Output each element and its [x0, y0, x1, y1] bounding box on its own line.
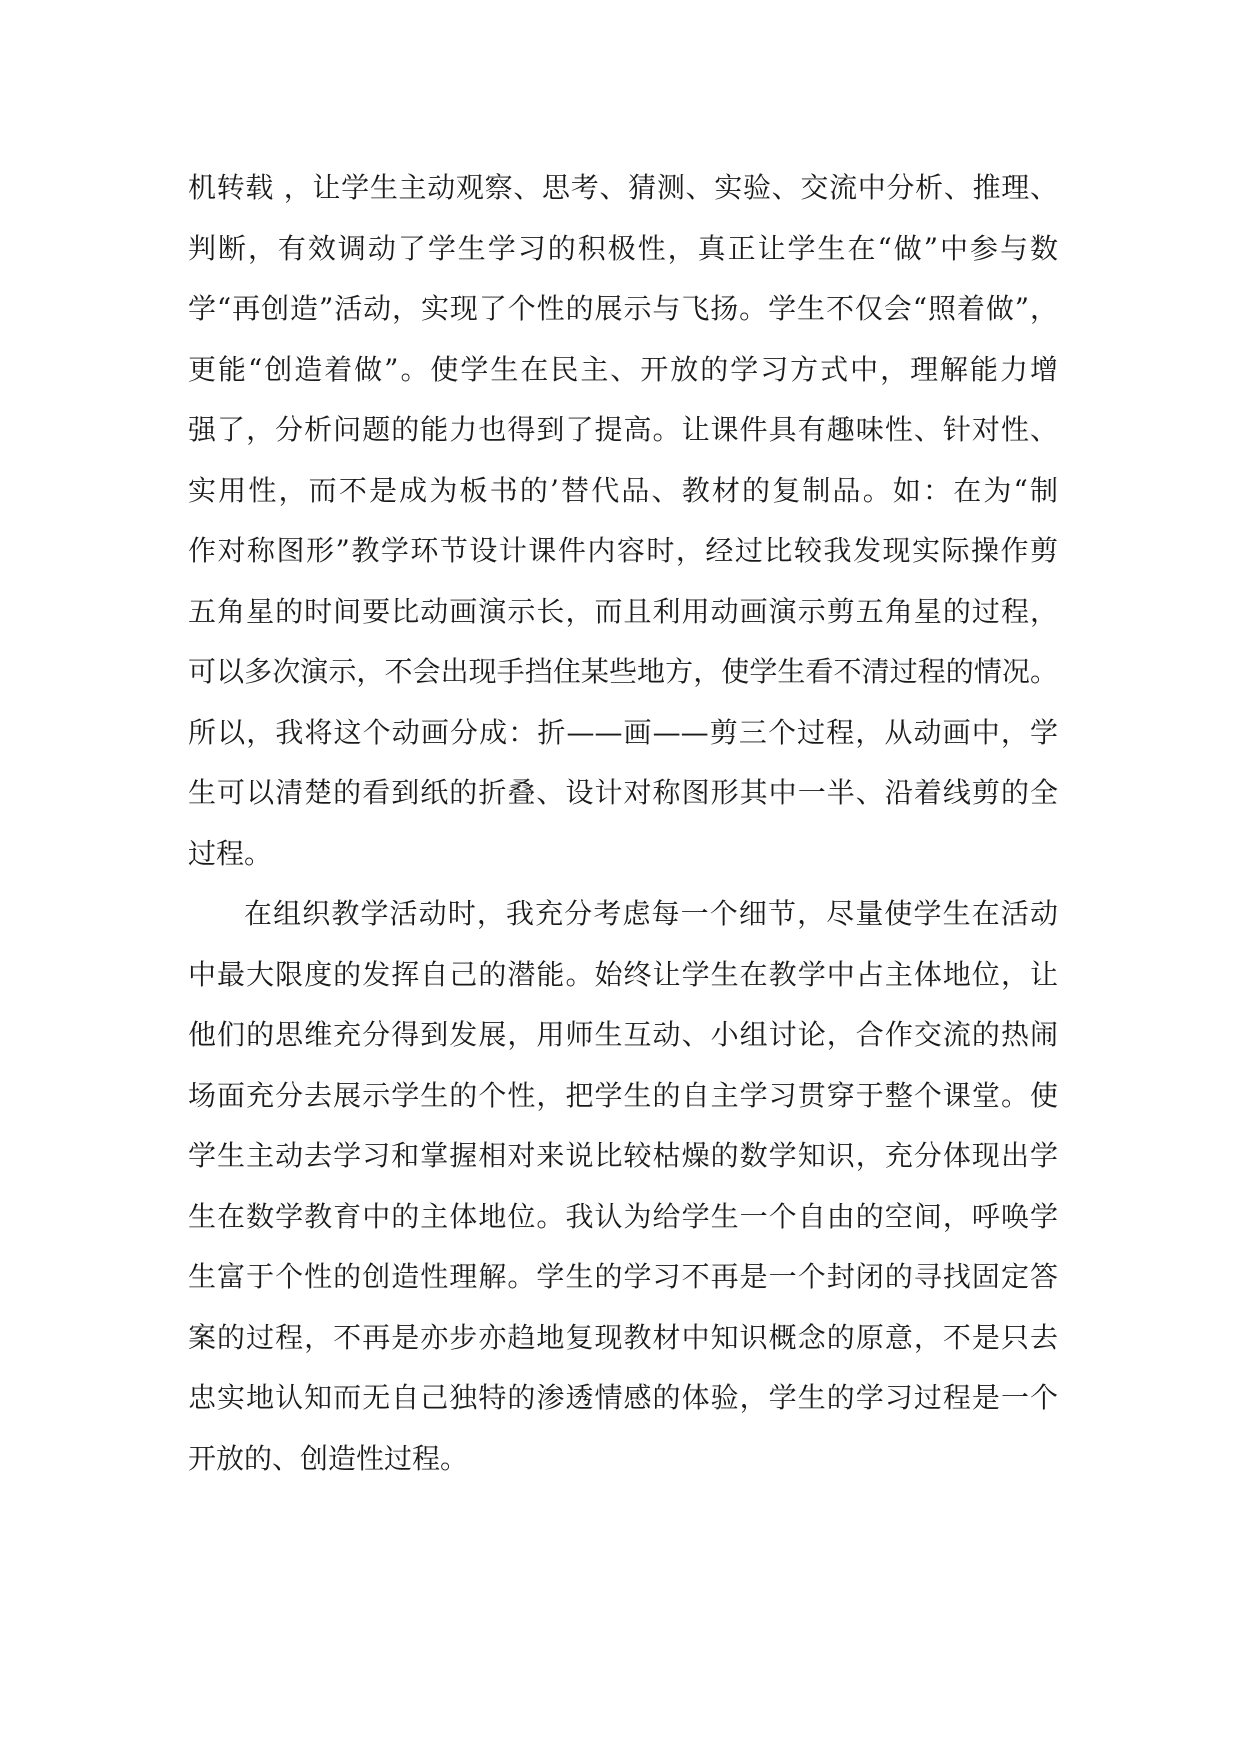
text-line: 机转载 ，让学生主动观察、思考、猜测、实验、交流中分析、推理、	[188, 171, 1058, 204]
text-line: 开放的、创造性过程。	[188, 1441, 469, 1475]
paragraph-2	[188, 884, 1058, 1489]
text-line: 判断，有效调动了学生学习的积极性，真正让学生在“做”中参与数	[188, 231, 1058, 265]
text-line: 五角星的时间要比动画演示长，而且利用动画演示剪五角星的过程，	[188, 594, 1058, 628]
text-line: 案的过程，不再是亦步亦趋地复现教材中知识概念的原意，不是只去	[188, 1320, 1058, 1354]
text-line: 中最大限度的发挥自己的潜能。始终让学生在教学中占主体地位，让	[188, 957, 1058, 991]
text-line: 在组织教学活动时，我充分考虑每一个细节，尽量使学生在活动	[244, 897, 1058, 930]
text-line: 所以，我将这个动画分成：折——画——剪三个过程，从动画中，学	[188, 715, 1058, 749]
text-line: 强了，分析问题的能力也得到了提高。让课件具有趣味性、针对性、	[188, 413, 1058, 446]
text-line: 过程。	[188, 836, 273, 870]
text-line: 更能“创造着做”。使学生在民主、开放的学习方式中，理解能力增	[188, 352, 1058, 386]
text-line: 实用性，而不是成为板书的’替代品、教材的复制品。如：在为“制	[188, 473, 1058, 507]
text-line: 生在数学教育中的主体地位。我认为给学生一个自由的空间，呼唤学	[188, 1199, 1058, 1233]
text-line: 生可以清楚的看到纸的折叠、设计对称图形其中一半、沿着线剪的全	[188, 776, 1058, 809]
text-line: 忠实地认知而无自己独特的渗透情感的体验，学生的学习过程是一个	[188, 1381, 1058, 1414]
text-line: 生富于个性的创造性理解。学生的学习不再是一个封闭的寻找固定答	[188, 1260, 1058, 1293]
text-line: 作对称图形”教学环节设计课件内容时，经过比较我发现实际操作剪	[188, 534, 1058, 567]
text-line: 学生主动去学习和掌握相对来说比较枯燥的数学知识，充分体现出学	[188, 1139, 1058, 1172]
text-line: 场面充分去展示学生的个性，把学生的自主学习贯穿于整个课堂。使	[188, 1078, 1058, 1112]
text-line: 学“再创造”活动，实现了个性的展示与飞扬。学生不仅会“照着做”，	[188, 292, 1058, 325]
paragraph-1	[188, 158, 1058, 884]
document-body	[188, 158, 1058, 1489]
text-line: 他们的思维充分得到发展，用师生互动、小组讨论，合作交流的热闹	[188, 1018, 1058, 1051]
text-line: 可以多次演示，不会出现手挡住某些地方，使学生看不清过程的情况。	[188, 655, 1058, 688]
